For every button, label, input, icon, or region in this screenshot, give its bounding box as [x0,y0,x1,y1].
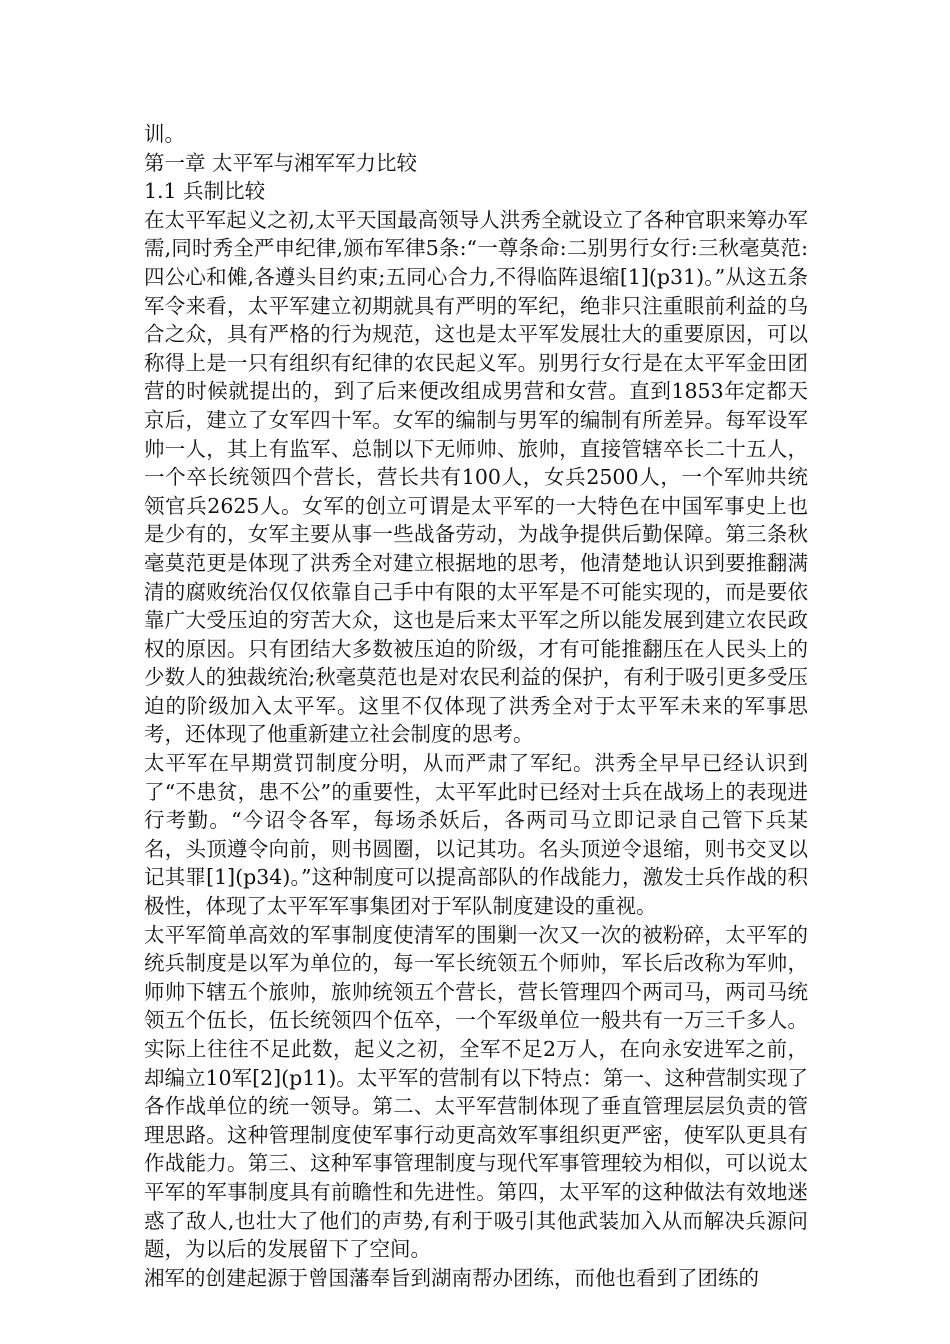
paragraph-1: 在太平军起义之初,太平天国最高领导人洪秀全就设立了各种官职来筹办军需,同时秀全严申纪律,颁布军律5条:“一尊条命:二别男行女行:三秋毫莫范:四公心和傩,各遵头目约束;五同心合力,不得临阵退缩[1](p31)。”从这五条军令来看，太平军建立初期就具有严明的军纪，绝非只注重眼前利益的乌合之众，具有严格的行为规范，这也是太平军发展壮大的重要原因，可以称得上是一只有组织有纪律的农民起义军。别男行女行是在太平军金田团营的时候就提出的，到了后来便改组成男营和女营。直到1853年定都天京后，建立了女军四十军。女军的编制与男军的编制有所差异。每军设军帅一人，其上有监军、总制以下无师帅、旅帅，直接管辖卒长二十五人，一个卒长统领四个营长，营长共有100人，女兵2500人，一个军帅共统领官兵2625人。女军的创立可谓是太平军的一大特色在中国军事史上也是少有的，女军主要从事一些战备劳动，为战争提供后勤保障。第三条秋毫莫范更是体现了洪秀全对建立根据地的思考，他清楚地认识到要推翻满清的腐败统治仅仅依靠自己手中有限的太平军是不可能实现的，而是要依靠广大受压迫的穷苦大众，这也是后来太平军之所以能发展到建立农民政权的原因。只有团结大多数被压迫的阶级，才有可能推翻压在人民头上的少数人的独裁统治;秋毫莫范也是对农民利益的保护，有利于吸引更多受压迫的阶级加入太平军。这里不仅体现了洪秀全对于太平军未来的军事思考，还体现了他重新建立社会制度的思考。 [144,207,808,747]
paragraph-4: 湘军的创建起源于曾国藩奉旨到湖南帮办团练，而他也看到了团练的 [144,1265,759,1290]
section-title: 1.1 兵制比较 [144,179,266,204]
lead-fragment: 训。 [144,122,185,146]
paragraph-2: 太平军在早期赏罚制度分明，从而严肃了军纪。洪秀全早早已经认识到了“不患贫，患不公”的重要性，太平军此时已经对士兵在战场上的表现进行考勤。“今诏令各军，每场杀妖后，各两司马立即记录自己管下兵某名，头顶遵令向前，则书圆圈，以记其功。名头顶逆令退缩，则书交叉以记其罪[1](p34)。”这种制度可以提高部队的作战能力，激发士兵作战的积极性，体现了太平军军事集团对于军队制度建设的重视。 [144,751,808,919]
paragraph-3: 太平军简单高效的军事制度使清军的围剿一次又一次的被粉碎，太平军的统兵制度是以军为单位的，每一军长统领五个师帅，军长后改称为军帅，师帅下辖五个旅帅，旅帅统领五个营长，营长管理四个两司马，两司马统领五个伍长，伍长统领四个伍卒，一个军级单位一般共有一万三千多人。实际上往往不足此数，起义之初，全军不足2万人，在向永安进军之前，却编立10军[2](p11)。太平军的营制有以下特点：第一、这种营制实现了各作战单位的统一领导。第二、太平军营制体现了垂直管理层层负责的管理思路。这种管理制度使军事行动更高效军事组织更严密，使军队更具有作战能力。第三、这种军事管理制度与现代军事管理较为相似，可以说太平军的军事制度具有前瞻性和先进性。第四，太平军的这种做法有效地迷惑了敌人,也壮大了他们的声势,有利于吸引其他武装加入从而解决兵源问题，为以后的发展留下了空间。 [144,922,808,1262]
document-body [144,120,808,1292]
chapter-title: 第一章 太平军与湘军军力比较 [144,150,418,175]
